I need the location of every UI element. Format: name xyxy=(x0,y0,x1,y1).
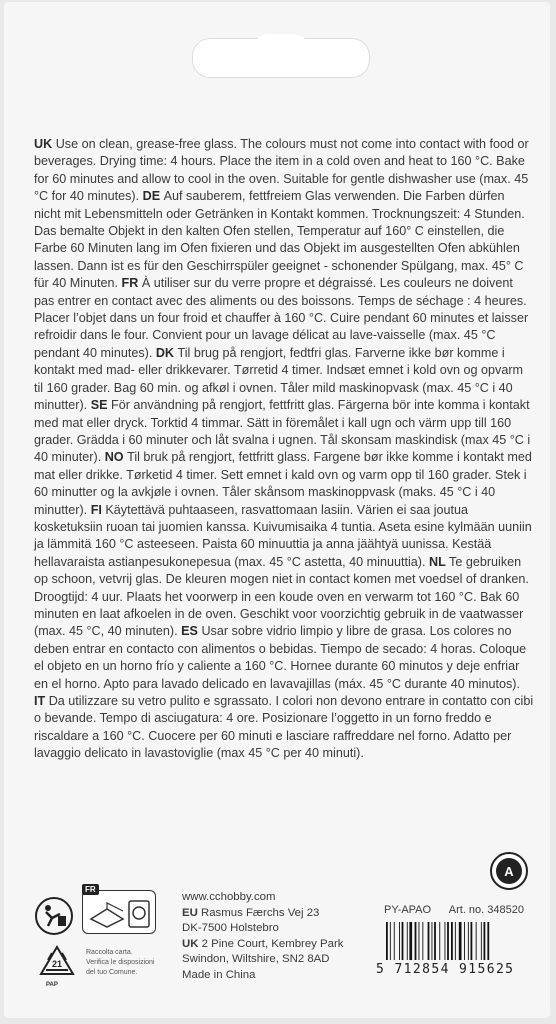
barcode-bar xyxy=(432,922,433,960)
barcode-bar xyxy=(445,922,446,960)
lang-code-it: IT xyxy=(34,694,49,708)
lang-code-se: SE xyxy=(90,398,111,413)
barcode-bar xyxy=(386,922,388,960)
article-number: Art. no. 348520 xyxy=(448,904,524,916)
hang-hole xyxy=(192,38,370,78)
barcode xyxy=(386,922,520,960)
barcode-bar xyxy=(407,922,408,960)
barcode-bar xyxy=(464,922,465,960)
barcode-bar xyxy=(394,922,395,960)
lang-code-nl: NL xyxy=(428,554,450,569)
instruction-text-uk: Use on clean, grease-free glass. The colours must not come into contact with food or beverages. Drying time: 4 hours. Place the item in a cold oven and heat to 160 °C. Bake for 60 minutes and allow to cool in the oven. Suitable for gentle dishwasher use (max. 45 °C for 40 minutes). xyxy=(34,137,529,204)
instruction-text-no: Til bruk på rengjort, fettfritt glass. Fargene bør ikke komme i kontakt med mat eller drikke. Tørketid 4 timer. Sett emnet i kald ovn og varm opp til 160 grader. Stek i 60 minutter og la avkjøle i ovnen. Tåler skånsom maskinoppvask (maks. 45 °C i 40 minutter). xyxy=(34,450,532,517)
instruction-text-es: Usar sobre vidrio limpio y libre de grasa. Los colores no deben entrar en contacto con alimentos o bebidas. Tiempo de secado: 4 horas. Coloque el objeto en un horno frío y caliente a 160 °C. Hornee durante 60 minutos y deje enfriar en el horno. Apto para lavado delicado en lavavajillas (máx. 45 °C durante 40 minutos). xyxy=(34,624,527,691)
website: www.cchobby.com xyxy=(182,891,276,903)
barcode-bar xyxy=(419,922,420,960)
barcode-bar xyxy=(487,922,489,960)
company-address: www.cchobby.com EU Rasmus Færchs Vej 23 DK-7500 Holstebro UK 2 Pine Court, Kembrey Park Swindon, Wiltshire, SN2 8AD Made in China xyxy=(182,890,343,984)
lang-code-uk: UK xyxy=(34,137,56,151)
lang-code-dk: DK xyxy=(155,345,178,360)
instruction-text-fi: Käytettävä puhtaaseen, rasvattomaan lasiin. Värien ei saa joutua kosketuksiin ruoan tai juomien kanssa. Kuivumisaika 4 tuntia. Aseta esine kylmään uuniin ja lämmitä 160 °C asteeseen. Paista 60 minuuttia ja anna jäähtyä uunissa. Kestää hellavaraista astianpesukonepesua (max. 45 °C astetta, 40 minuuttia). xyxy=(34,502,532,569)
lang-code-de: DE xyxy=(142,189,164,204)
barcode-bar xyxy=(428,922,430,960)
barcode-bar xyxy=(476,922,477,960)
barcode-digits: 5 712854 915625 xyxy=(376,962,515,977)
lang-code-es: ES xyxy=(181,624,202,639)
barcode-bar xyxy=(451,922,453,960)
instruction-text-it: Da utilizzare su vetro pulito e sgrassato. I colori non devono entrare in contatto con cibi o bevande. Tempo di asciugatura: 4 ore. Posizionare l’oggetto in un forno freddo e riscaldare a 160 °C. Cuocere per 60 minuti e lasciare raffreddare nel forno. Adatto per lavaggio delicato in lavastoviglie (max 45 °C per 40 minuti). xyxy=(34,694,534,761)
recycling-note: Raccolta carta. Verifica le disposizioni del tuo Comune. xyxy=(86,949,155,976)
triman-box xyxy=(82,890,156,934)
recycling-area xyxy=(34,885,184,990)
barcode-bar xyxy=(439,922,440,960)
lang-code-fi: FI xyxy=(90,502,106,517)
instruction-text-de: Auf sauberem, fettfreiem Glas verwenden. Die Farben dürfen nicht mit Lebensmitteln oder Getränken in Kontakt kommen. Trocknungszeit: 4 Stunden. Das bemalte Objekt in den kalten Ofen stellen, Temperatur auf 160° C einstellen, die Farbe 60 Minuten lang im Ofen fixieren und das Objekt im ausgestellten Ofen abkühlen lassen. Dann ist es für den Geschirrspüler geeignet - schonender Spülgang, max. 45° C für 40 Minuten. xyxy=(34,189,525,291)
lang-code-no: NO xyxy=(104,450,128,465)
seal-letter: A xyxy=(504,863,514,879)
instruction-text-nl: Te gebruiken op schoon, vetvrij glas. De kleuren mogen niet in contact komen met voedsel of dranken. Droogtijd: 4 uur. Plaats het voorwerp in een koude oven en verwarm tot 160 °C. Bak 60 minuten en laat afkoelen in de oven. Geschikt voor voorzichtig gebruik in de vaatwasser (max. 45 °C, 40 minuten). xyxy=(34,554,529,639)
product-codes xyxy=(384,904,524,916)
barcode-bar xyxy=(399,922,400,960)
pap-number: 21 xyxy=(51,959,63,969)
lang-code-fr: FR xyxy=(121,276,142,291)
barcode-bar xyxy=(468,922,469,960)
barcode-bar xyxy=(390,922,391,960)
barcode-bar xyxy=(455,922,456,960)
tidyman-recycle-icon xyxy=(34,896,74,936)
barcode-bar xyxy=(402,922,404,960)
barcode-bar xyxy=(459,922,462,960)
pap-label: PAP xyxy=(46,982,58,988)
barcode-bar xyxy=(471,922,473,960)
recycle-triangle-icon xyxy=(38,944,76,978)
barcode-bar xyxy=(409,922,412,960)
packaging-recycle-icon xyxy=(83,891,155,933)
product-code: PY-APAO xyxy=(384,904,432,916)
fr-tag: FR xyxy=(82,884,99,895)
barcode-bar xyxy=(481,922,482,960)
made-in: Made in China xyxy=(182,968,256,981)
instruction-text-se: För användning på rengjort, fettfritt glas. Färgerna bör inte komma i kontakt med mat eller dryck. Torktid 4 timmar. Sätt in föremålet i kall ugn och värm upp till 160 grader. Grädda i 60 minuter och låt svalna i ugnen. Tål skonsam maskindisk (max 45 °C i 40 minuter). xyxy=(34,398,531,465)
barcode-bar xyxy=(415,922,417,960)
barcode-bar xyxy=(422,922,423,960)
barcode-bar xyxy=(447,922,449,960)
usage-instructions xyxy=(34,136,534,763)
instruction-text-dk: Til brug på rengjort, fedtfri glas. Farverne ikke bør komme i kontakt med mad- eller drikkevarer. Tørretid 4 timer. Indsæt emnet i kold ovn og opvarm til 160 grader. Bag 60 min. og afkøl i ovnen. Tåler mild maskinopvask (max. 45 °C i 40 minutter). xyxy=(34,345,524,413)
instruction-text-fr: À utiliser sur du verre propre et dégraissé. Les couleurs ne doivent pas entrer en contact avec des aliments ou des boissons. Temps de séchage : 4 heures. Placer l’objet dans un four froid et chauffer à 160 °C. Cuire pendant 60 minutes et laisser refroidir dans le four. Convient pour un lavage délicat au lave-vaisselle (max. 45 °C pendant 40 minutes). xyxy=(34,276,529,360)
certification-seal-icon xyxy=(490,852,528,890)
barcode-bar xyxy=(434,922,436,960)
barcode-bar xyxy=(484,922,486,960)
